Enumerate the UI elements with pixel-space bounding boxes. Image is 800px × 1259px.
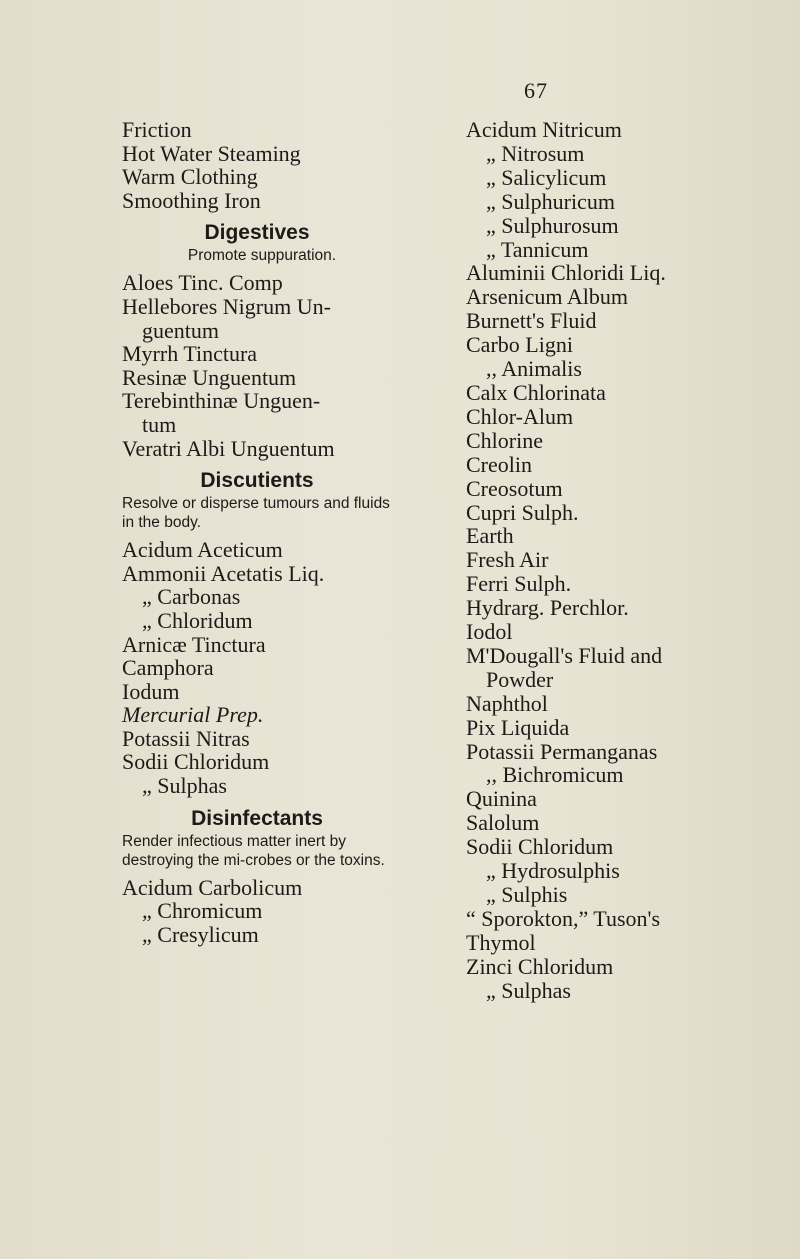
list-item: M'Dougall's Fluid and	[466, 642, 663, 668]
list-item: Ferri Sulph.	[466, 571, 572, 597]
section-description: Render infectious matter inert by destroying the mi-crobes or the toxins.	[122, 832, 385, 869]
list-item: Camphora	[122, 655, 214, 681]
list-item: „ Carbonas	[142, 584, 241, 610]
list-item: Veratri Albi Unguentum	[122, 435, 335, 461]
list-item: Acidum Aceticum	[122, 537, 283, 563]
list-item: Arsenicum Album	[466, 284, 628, 310]
list-item: „ Sulphas	[142, 773, 227, 799]
list-item: Acidum Nitricum	[466, 117, 622, 142]
list-item: „ Tannicum	[486, 236, 589, 262]
list-item: „ Sulphas	[486, 977, 571, 1003]
right-column	[466, 118, 796, 1003]
list-item: ,, Bichromicum	[486, 762, 624, 788]
list-item: Acidum Carbolicum	[122, 874, 303, 900]
list-item: Creolin	[466, 451, 532, 477]
list-item: „ Nitrosum	[486, 140, 585, 166]
list-item: Fresh Air	[466, 547, 549, 573]
list-item: „ Salicylicum	[486, 164, 607, 190]
list-item: Resinæ Unguentum	[122, 364, 297, 390]
list-item: Zinci Chloridum	[466, 953, 614, 979]
list-item: Smoothing Iron	[122, 187, 261, 213]
list-item: Quinina	[466, 786, 537, 812]
list-item: Iodol	[466, 619, 513, 645]
list-item: Cupri Sulph.	[466, 499, 579, 525]
list-item: Iodum	[122, 678, 180, 704]
list-item: Aluminii Chloridi Liq.	[466, 260, 666, 286]
list-item: Earth	[466, 523, 514, 549]
list-item: Hydrarg. Perchlor.	[466, 595, 629, 621]
list-item: „ Chromicum	[142, 898, 263, 924]
list-item: Mercurial Prep.	[122, 702, 264, 728]
list-item: Terebinthinæ Unguen-	[122, 388, 321, 414]
list-item: Naphthol	[466, 690, 548, 716]
list-item: Hellebores Nigrum Un-	[122, 293, 331, 319]
list-item: Hot Water Steaming	[122, 140, 301, 166]
list-item: Sodii Chloridum	[466, 834, 614, 860]
list-item: Ammonii Acetatis Liq.	[122, 560, 325, 586]
list-item: Arnicæ Tinctura	[122, 631, 266, 657]
list-item: Sodii Chloridum	[122, 749, 270, 775]
list-item: “ Sporokton,” Tuson's	[466, 905, 661, 931]
list-item: Chlor-Alum	[466, 403, 574, 429]
list-item: „ Sulphis	[486, 882, 568, 907]
list-item: „ Sulphurosum	[486, 212, 619, 238]
list-item: Potassii Nitras	[122, 725, 250, 751]
section-heading: Digestives	[204, 221, 310, 245]
list-item: Warm Clothing	[122, 164, 258, 190]
left-column	[122, 118, 452, 946]
list-item: tum	[142, 411, 177, 437]
section-heading: Discutients	[200, 469, 314, 493]
list-item: Carbo Ligni	[466, 332, 573, 358]
list-item: Thymol	[466, 929, 536, 955]
list-item: „ Cresylicum	[142, 921, 259, 947]
list-item: „ Sulphuricum	[486, 188, 615, 214]
list-item: „ Chloridum	[142, 607, 253, 633]
list-item: Powder	[486, 666, 554, 692]
section-description: Promote suppuration.	[187, 247, 337, 265]
list-item: Creosotum	[466, 475, 563, 501]
section-heading: Disinfectants	[191, 806, 323, 830]
list-item: Calx Chlorinata	[466, 379, 606, 405]
list-item: Chlorine	[466, 427, 543, 453]
list-item: Friction	[122, 117, 192, 142]
list-item: Pix Liquida	[466, 714, 570, 740]
list-item: guentum	[142, 317, 219, 343]
list-item: Aloes Tinc. Comp	[122, 270, 283, 296]
list-item: Myrrh Tinctura	[122, 341, 258, 367]
list-item: Salolum	[466, 810, 540, 836]
page-number: 67	[524, 78, 548, 103]
section-description: Resolve or disperse tumours and fluids in the body.	[122, 495, 390, 532]
list-item: Potassii Permanganas	[466, 738, 658, 764]
list-item: „ Hydrosulphis	[486, 858, 620, 884]
list-item: Burnett's Fluid	[466, 308, 597, 334]
list-item: ,, Animalis	[486, 356, 582, 382]
